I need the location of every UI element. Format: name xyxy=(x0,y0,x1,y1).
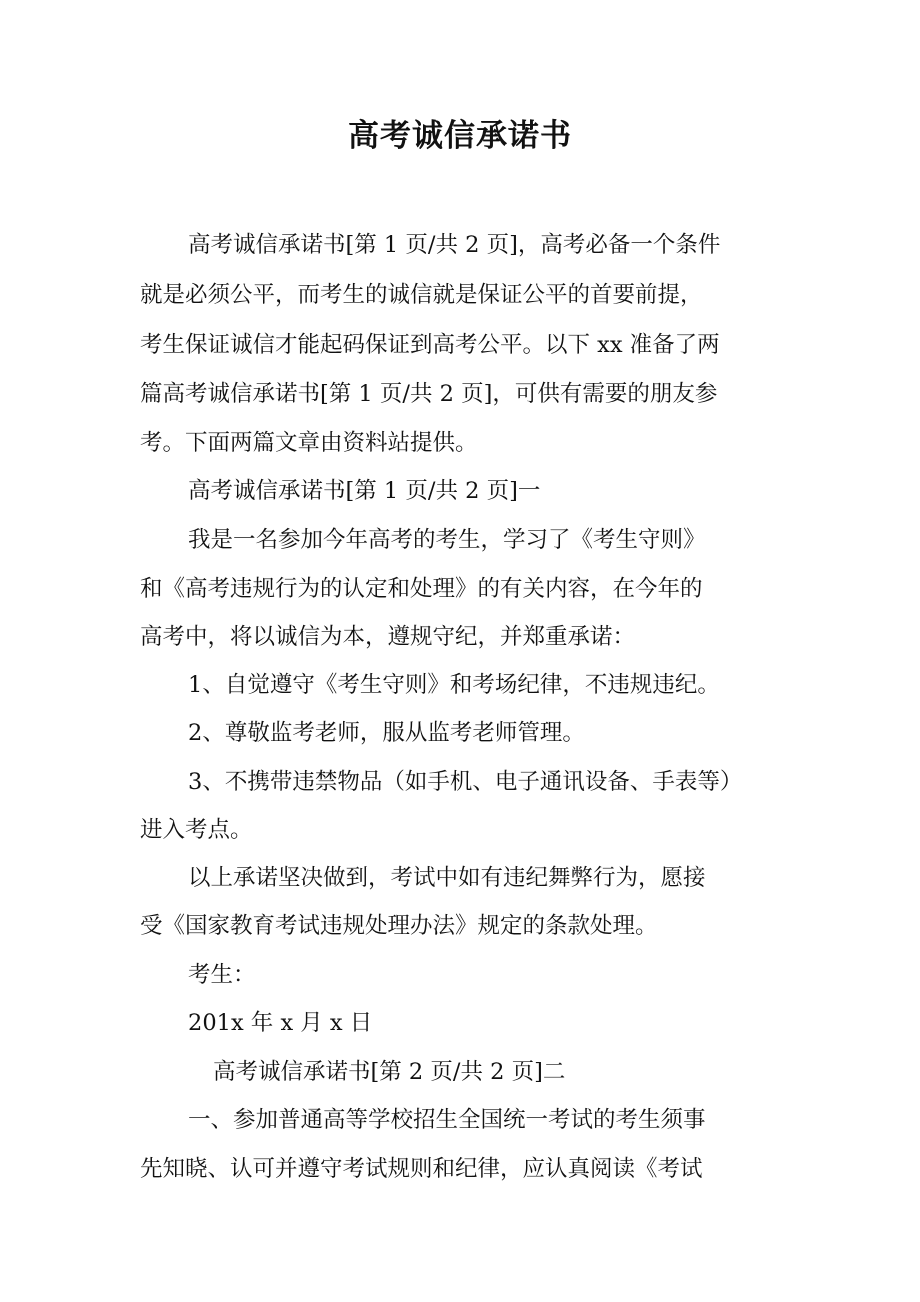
text-line: 篇高考诚信承诺书[第 1 页/共 2 页]，可供有需要的朋友参 xyxy=(140,381,718,407)
document-title: 高考诚信承诺书 xyxy=(348,118,572,154)
text-line: 就是必须公平，而考生的诚信就是保证公平的首要前提， xyxy=(140,282,703,308)
text-line: 考生保证诚信才能起码保证到高考公平。以下 xx 准备了两 xyxy=(140,332,720,358)
section-heading: 高考诚信承诺书[第 2 页/共 2 页]二 xyxy=(213,1059,566,1085)
text-line: 高考诚信承诺书[第 1 页/共 2 页]，高考必备一个条件 xyxy=(188,232,721,258)
text-line: 和《高考违规行为的认定和处理》的有关内容，在今年的 xyxy=(140,576,703,602)
promise-item: 3、不携带违禁物品（如手机、电子通讯设备、手表等） xyxy=(188,769,743,795)
date-line: 201x 年 x 月 x 日 xyxy=(188,1010,373,1036)
text-line: 我是一名参加今年高考的考生，学习了《考生守则》 xyxy=(188,527,706,553)
text-line: 先知晓、认可并遵守考试规则和纪律，应认真阅读《考试 xyxy=(140,1156,703,1182)
text-line: 一、参加普通高等学校招生全国统一考试的考生须事 xyxy=(188,1107,706,1133)
promise-item: 1、自觉遵守《考生守则》和考场纪律，不违规违纪。 xyxy=(188,672,720,698)
text-line: 高考中，将以诚信为本，遵规守纪，并郑重承诺： xyxy=(140,624,636,650)
text-line: 进入考点。 xyxy=(140,817,253,843)
text-line: 受《国家教育考试违规处理办法》规定的条款处理。 xyxy=(140,913,658,939)
signature-label: 考生： xyxy=(188,962,256,988)
section-heading: 高考诚信承诺书[第 1 页/共 2 页]一 xyxy=(188,478,541,504)
promise-item: 2、尊敬监考老师，服从监考老师管理。 xyxy=(188,720,585,746)
text-line: 以上承诺坚决做到，考试中如有违纪舞弊行为，愿接 xyxy=(188,865,706,891)
text-line: 考。下面两篇文章由资料站提供。 xyxy=(140,430,478,456)
